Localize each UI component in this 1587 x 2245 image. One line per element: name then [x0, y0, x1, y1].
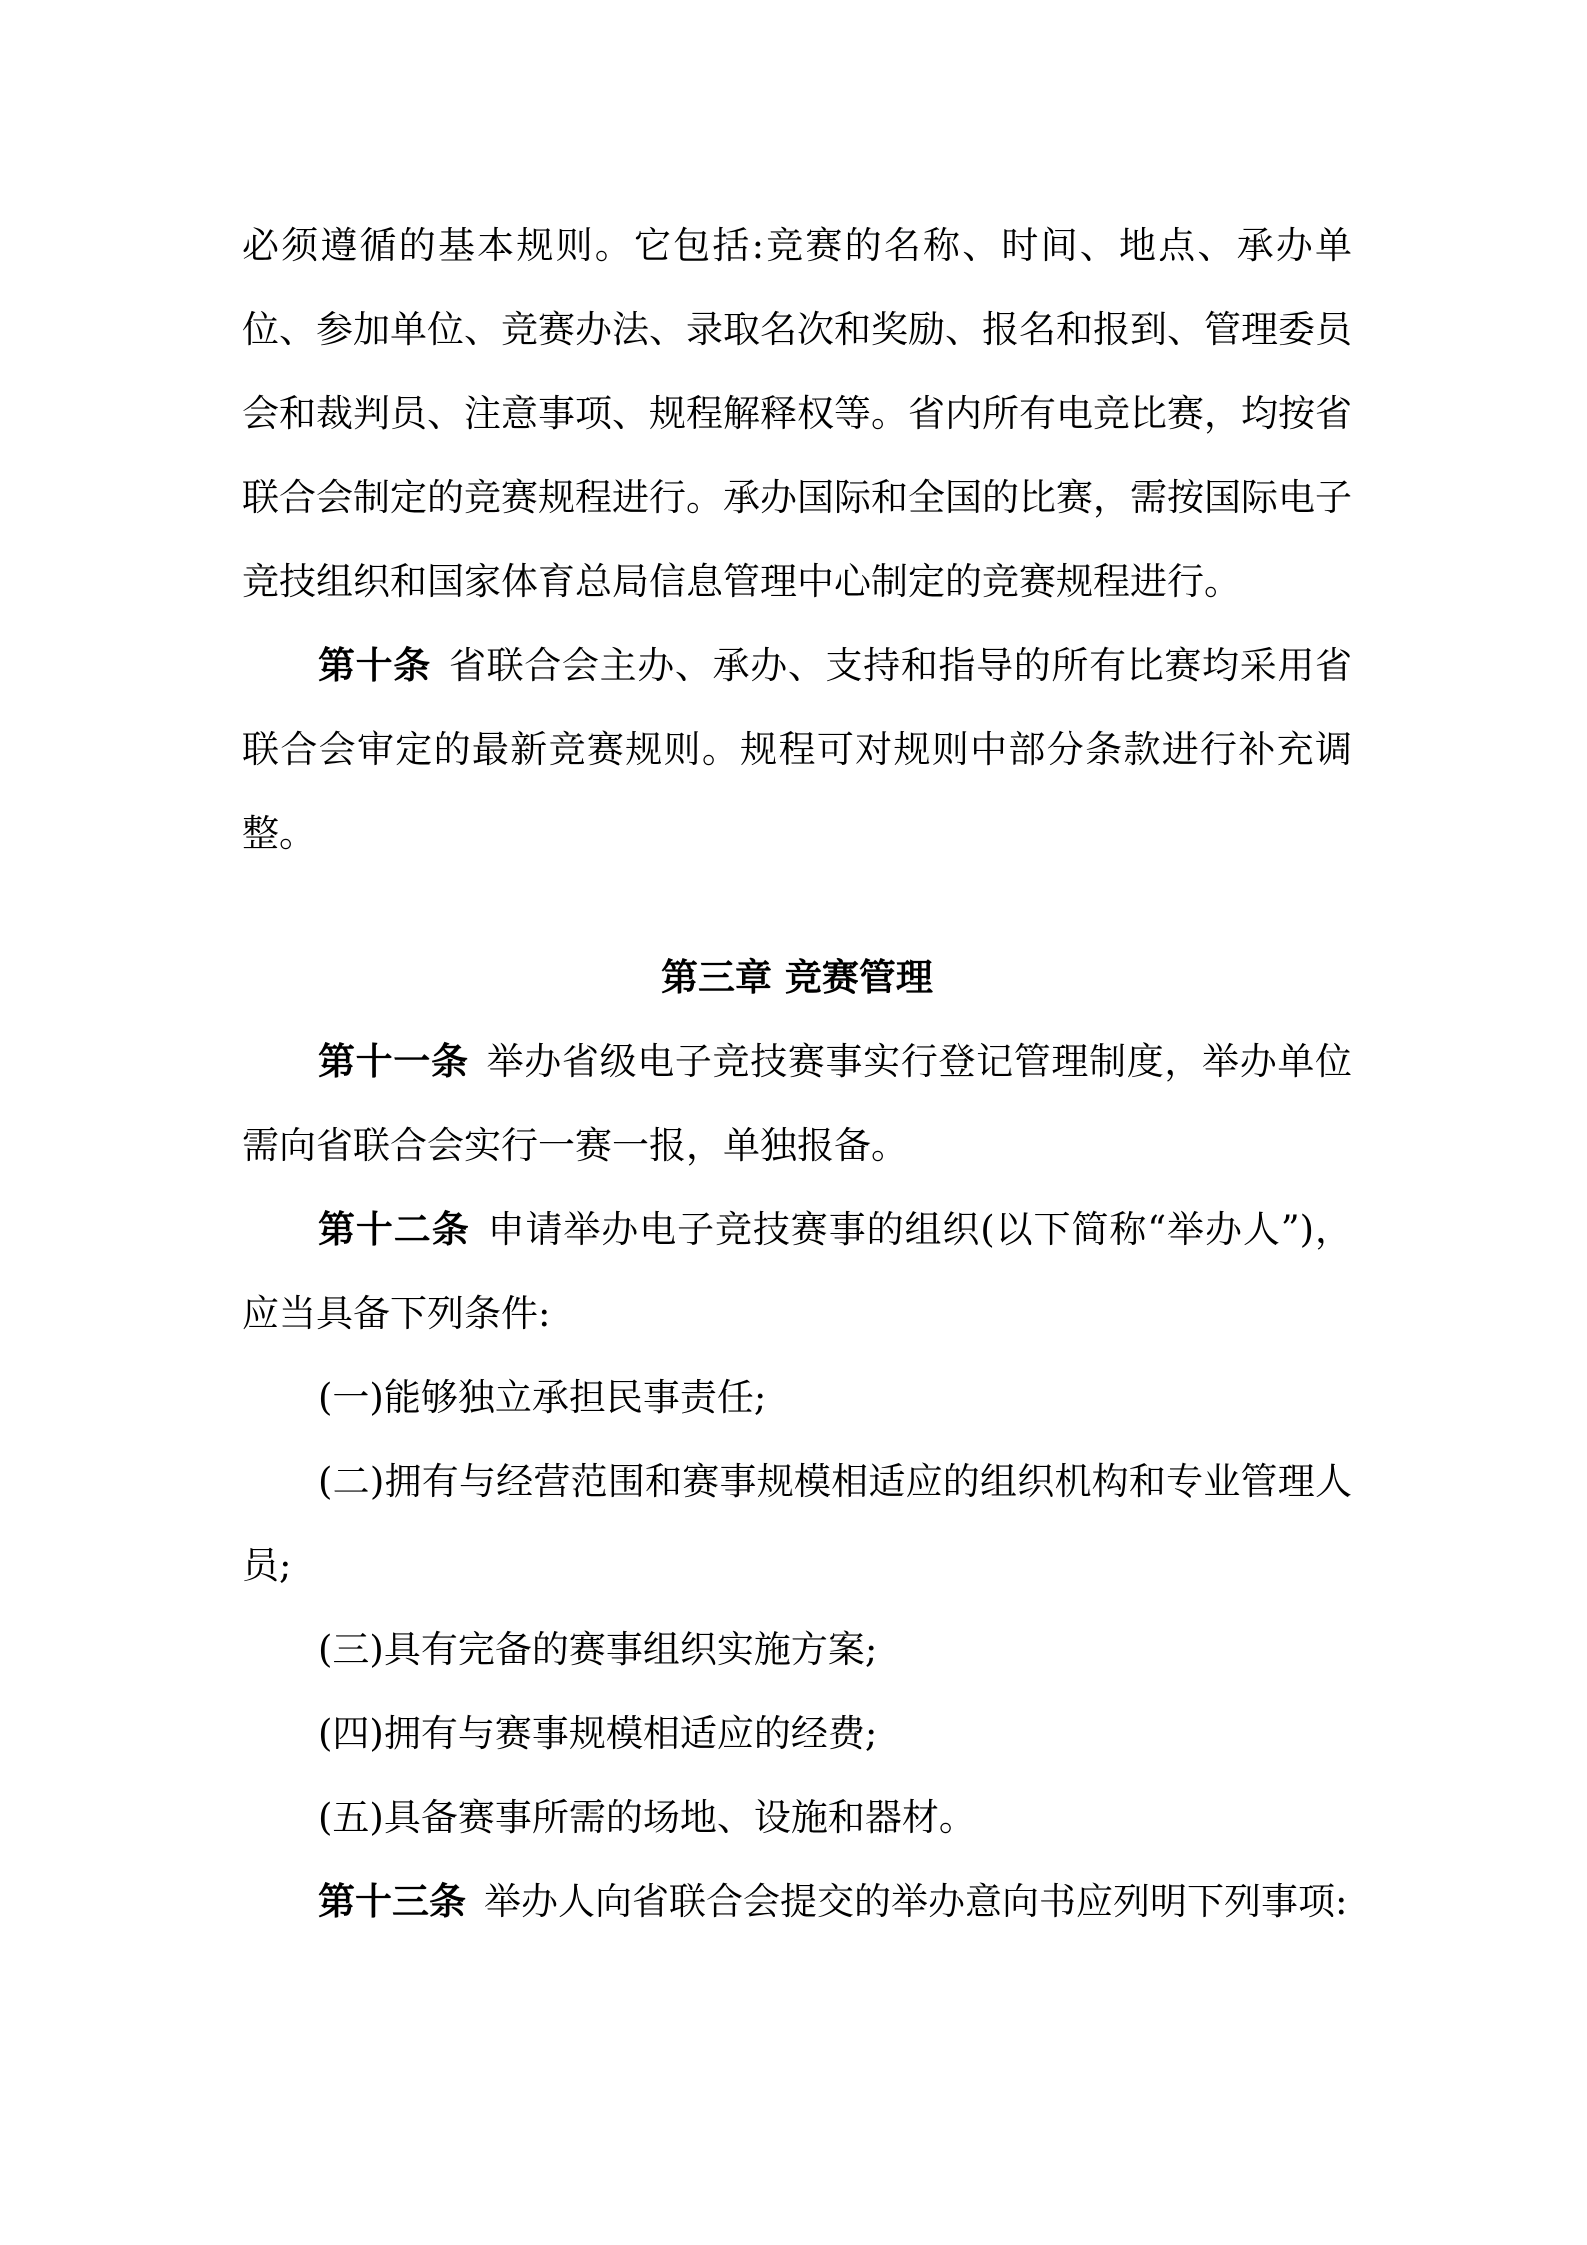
article-12-item-1: (一)能够独立承担民事责任; — [318, 1376, 767, 1419]
intro-paragraph: 必须遵循的基本规则。它包括:竞赛的名称、时间、地点、承办单位、参加单位、竞赛办法、录取名次和奖励、报名和报到、管理委员会和裁判员、注意事项、规程解释权等。省内所有电竞比赛，均按省联合会制定的竞赛规程进行。承办国际和全国的比赛，需按国际电子竞技组织和国家体育总局信息管理中心制定的竞赛规程进行。 — [242, 224, 1352, 603]
article-11-number: 第十一条 — [318, 1040, 469, 1083]
article-11 — [242, 1020, 1352, 1188]
article-12-item-2: (二)拥有与经营范围和赛事规模相适应的组织机构和专业管理人员; — [242, 1460, 1352, 1587]
article-13-text: 举办人向省联合会提交的举办意向书应列明下列事项: — [484, 1880, 1348, 1923]
article-12-text: 申请举办电子竞技赛事的组织(以下简称“举办人”)，应当具备下列条件: — [242, 1208, 1353, 1335]
article-10-text: 省联合会主办、承办、支持和指导的所有比赛均采用省联合会审定的最新竞赛规则。规程可对规则中部分条款进行补充调整。 — [242, 644, 1353, 855]
article-12-number: 第十二条 — [318, 1208, 470, 1251]
article-12-item-4: (四)拥有与赛事规模相适应的经费; — [318, 1712, 878, 1755]
document-page — [242, 204, 1352, 1944]
article-10-number: 第十条 — [318, 644, 431, 687]
article-12 — [242, 1188, 1352, 1356]
article-10 — [242, 624, 1352, 876]
chapter-3-title: 第三章 竞赛管理 — [661, 956, 933, 999]
article-13-number: 第十三条 — [318, 1880, 466, 1923]
article-13 — [242, 1860, 1352, 1944]
article-12-item-3: (三)具有完备的赛事组织实施方案; — [318, 1628, 878, 1671]
article-12-item-5: (五)具备赛事所需的场地、设施和器材。 — [318, 1796, 976, 1839]
article-11-text: 举办省级电子竞技赛事实行登记管理制度，举办单位需向省联合会实行一赛一报，单独报备。 — [242, 1040, 1353, 1167]
